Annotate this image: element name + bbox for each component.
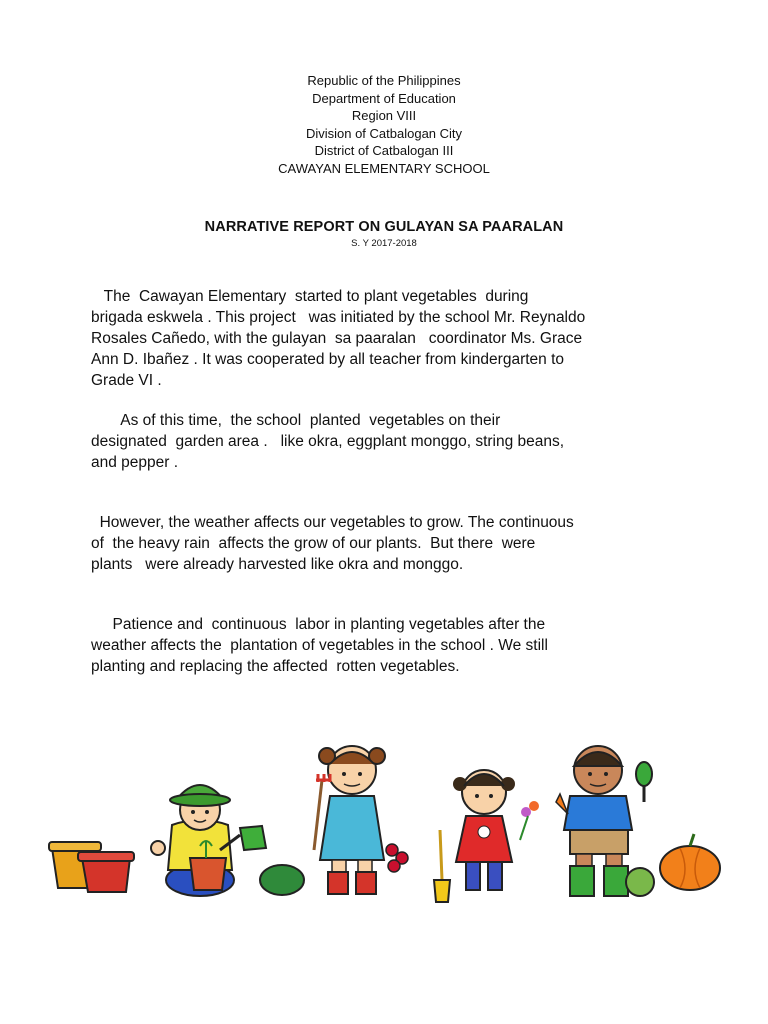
- paragraph-2: [91, 410, 701, 473]
- paragraph-line: and pepper .: [91, 454, 179, 471]
- letterhead-line: Republic of the Philippines: [307, 73, 461, 88]
- paragraph-line: Grade VI .: [91, 372, 162, 389]
- letterhead-line: Department of Education: [312, 90, 456, 106]
- flower-pots-icon: [49, 842, 134, 892]
- letterhead: [0, 72, 768, 177]
- paragraph-3: [91, 512, 701, 575]
- report-title: NARRATIVE REPORT ON GULAYAN SA PAARALAN: [204, 219, 564, 235]
- child-with-shovel-icon: [434, 770, 539, 902]
- paragraph-line: However, the weather affects our vegetables to grow. The continuous: [91, 514, 574, 531]
- watermelon-icon: [260, 865, 304, 895]
- paragraph-line: Ann D. Ibañez . It was cooperated by all teacher from kindergarten to: [91, 351, 565, 368]
- paragraph-1: [91, 286, 701, 391]
- paragraph-line: designated garden area . like okra, eggplant monggo, string beans,: [91, 433, 565, 450]
- school-year: S. Y 2017-2018: [351, 238, 417, 249]
- paragraph-line: plants were already harvested like okra and monggo.: [91, 556, 464, 573]
- paragraph-4: [91, 614, 701, 677]
- paragraph-line: planting and replacing the affected rotten vegetables.: [91, 658, 460, 675]
- paragraph-line: The Cawayan Elementary started to plant vegetables during: [91, 288, 529, 305]
- letterhead-line: Region VIII: [351, 108, 417, 123]
- paragraph-line: of the heavy rain affects the grow of our plants. But there were: [91, 535, 536, 552]
- vegetables-icon: [626, 834, 720, 896]
- paragraph-line: Rosales Cañedo, with the gulayan sa paaralan coordinator Ms. Grace: [91, 330, 583, 347]
- paragraph-line: brigada eskwela . This project was initiated by the school Mr. Reynaldo: [91, 309, 586, 326]
- letterhead-line: CAWAYAN ELEMENTARY SCHOOL: [278, 160, 490, 176]
- letterhead-line: District of Catbalogan III: [314, 143, 454, 158]
- child-with-rake-icon: [314, 746, 408, 894]
- child-watering-icon: [151, 785, 266, 896]
- paragraph-line: weather affects the plantation of vegetables in the school . We still: [91, 637, 548, 654]
- paragraph-line: Patience and continuous labor in planting vegetables after the: [91, 616, 546, 633]
- children-gardening-illustration: [40, 730, 740, 910]
- letterhead-line: Division of Catbalogan City: [305, 125, 463, 141]
- paragraph-line: As of this time, the school planted vegetables on their: [91, 412, 501, 429]
